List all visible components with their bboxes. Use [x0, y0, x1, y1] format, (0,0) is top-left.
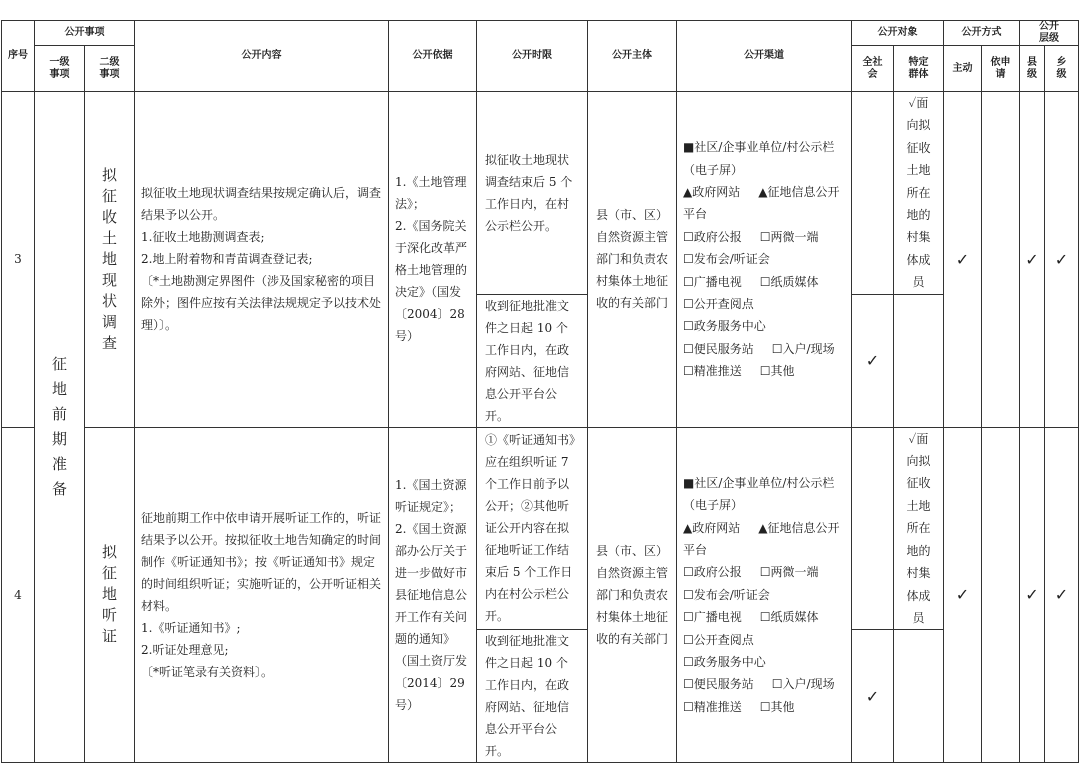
channel-service-station: ☐便民服务站 — [683, 341, 754, 356]
content-line: 拟征收土地现状调查结果按规定确认后，调查结果予以公开。 — [141, 186, 382, 223]
header-content: 公开内容 — [135, 21, 389, 92]
header-mode-group: 公开方式 — [944, 21, 1020, 46]
header-seq: 序号 — [2, 21, 35, 92]
content-line: 2.地上附着物和青苗调查登记表; — [141, 252, 313, 267]
content-line: 1.征收土地勘测调查表; — [141, 230, 265, 245]
channel-wechat: ☐两微一端 — [759, 229, 819, 244]
time-cell-online: 收到征地批准文件之日起 10 个工作日内，在政府网站、征地信息公开平台公开。 — [477, 630, 588, 763]
basis-line: 1.《国土资源听证规定》； — [395, 477, 467, 514]
channel-push: ☐精准推送 — [683, 699, 742, 714]
level2-item: 拟征地听证 — [85, 427, 135, 763]
channel-door: ☐入户/现场 — [771, 677, 835, 692]
apply-empty — [982, 427, 1020, 763]
basis-line: 2.《国务院关于深化改革严格土地管理的决定》（国发〔2004〕28号） — [395, 219, 468, 344]
header-time: 公开时限 — [477, 21, 588, 92]
channel-platform: ▲征地信息公开平台 — [683, 520, 840, 557]
content-line: 〔*土地勘测定界图件（涉及国家秘密的项目除外；图件应按有关法律法规规定予以技术处理）〕。 — [141, 274, 382, 333]
check-active: ✓ — [944, 427, 982, 763]
header-channel: 公开渠道 — [677, 21, 852, 92]
channel-print: ☐纸质媒体 — [759, 610, 819, 625]
channel-wechat: ☐两微一端 — [759, 565, 819, 580]
content-line: 征地前期工作中依申请开展听证工作的，听证结果予以公开。按拟征收土地告知确定的时间制作《听证通知书》；按《听证通知书》规定的时间组织听证；实施听证的，公开听证相关材料。 — [141, 510, 382, 613]
basis-cell — [389, 92, 477, 428]
check-county: ✓ — [1020, 427, 1045, 763]
header-target-group: 公开对象 — [852, 21, 944, 46]
header-items-group: 公开事项 — [35, 21, 135, 46]
check-township: ✓ — [1045, 92, 1079, 428]
channel-gov-site: ▲政府网站 — [683, 184, 741, 199]
content-line: 2.听证处理意见; — [141, 642, 229, 657]
check-all-society: ✓ — [852, 630, 894, 763]
content-cell — [135, 92, 389, 428]
disclosure-table — [1, 20, 1079, 763]
header-subject: 公开主体 — [588, 21, 677, 92]
check-township: ✓ — [1045, 427, 1079, 763]
header-county: 县级 — [1020, 46, 1045, 92]
basis-line: 1.《土地管理法》； — [395, 175, 467, 212]
channel-service-center: ☐政务服务中心 — [683, 319, 766, 334]
time-cell-village: ①《听证通知书》应在组织听证 7 个工作日前予以公开；②其他听证公开内容在拟征地听证工作结束后 5 个工作日内在村公示栏公开。 — [477, 427, 588, 630]
level1-item: 征地前期准备 — [35, 92, 85, 763]
all-society-empty — [852, 427, 894, 630]
header-apply: 依申请 — [982, 46, 1020, 92]
header-level2: 二级事项 — [85, 46, 135, 92]
channel-cell — [677, 427, 852, 763]
channel-other: ☐其他 — [759, 364, 795, 379]
subject-cell: 县（市、区）自然资源主管部门和负责农村集体土地征收的有关部门 — [588, 427, 677, 763]
all-society-empty — [852, 92, 894, 295]
specific-group-cell: ✓面向拟征收土地所在地的村集体成员 — [894, 427, 944, 630]
channel-service-station: ☐便民服务站 — [683, 677, 754, 692]
header-basis: 公开依据 — [389, 21, 477, 92]
channel-tv: ☐广播电视 — [683, 274, 742, 289]
content-line: 〔*听证笔录有关资料〕。 — [141, 664, 274, 679]
channel-bulletin: ■社区/企事业单位/村公示栏（电子屏） — [683, 475, 835, 513]
channel-door: ☐入户/现场 — [771, 341, 835, 356]
header-active: 主动 — [944, 46, 982, 92]
header-all-society: 全社会 — [852, 46, 894, 92]
header-township: 乡级 — [1045, 46, 1079, 92]
table-row — [2, 427, 1079, 630]
apply-empty — [982, 92, 1020, 428]
header-specific: 特定群体 — [894, 46, 944, 92]
check-all-society: ✓ — [852, 294, 894, 427]
channel-bulletin: ■社区/企事业单位/村公示栏（电子屏） — [683, 140, 835, 177]
header-level1: 一级事项 — [35, 46, 85, 92]
channel-gov-site: ▲政府网站 — [683, 520, 741, 535]
channel-platform: ▲征地信息公开平台 — [683, 184, 840, 222]
time-cell-village: 拟征收土地现状调查结束后 5 个工作日内，在村公示栏公开。 — [477, 92, 588, 295]
channel-press: ☐发布会/听证会 — [683, 587, 770, 602]
table-row — [2, 92, 1079, 295]
specific-group-cell: ✓面向拟征收土地所在地的村集体成员 — [894, 92, 944, 295]
subject-cell: 县（市、区）自然资源主管部门和负责农村集体土地征收的有关部门 — [588, 92, 677, 428]
channel-tv: ☐广播电视 — [683, 610, 742, 625]
channel-cell — [677, 92, 852, 428]
channel-gazette: ☐政府公报 — [683, 229, 742, 244]
content-line: 1.《听证通知书》; — [141, 620, 241, 635]
level2-item: 拟征收土地现状调查 — [85, 92, 135, 428]
channel-other: ☐其他 — [759, 699, 795, 714]
row-seq: 3 — [2, 92, 35, 428]
channel-service-center: ☐政务服务中心 — [683, 655, 766, 669]
time-cell-online: 收到征地批准文件之日起 10 个工作日内，在政府网站、征地信息公开平台公开。 — [477, 294, 588, 427]
specific-empty — [894, 294, 944, 427]
check-county: ✓ — [1020, 92, 1045, 428]
header-level-group: 公开层级 — [1020, 21, 1079, 46]
basis-line: 2.《国土资源部办公厅关于进一步做好市县征地信息公开工作有关问题的通知》（国土资厅发〔2014〕29号） — [395, 521, 468, 712]
channel-gazette: ☐政府公报 — [683, 565, 742, 580]
channel-reading-point: ☐公开查阅点 — [683, 632, 754, 647]
row-seq: 4 — [2, 427, 35, 763]
channel-reading-point: ☐公开查阅点 — [683, 296, 754, 311]
channel-press: ☐发布会/听证会 — [683, 252, 770, 267]
check-active: ✓ — [944, 92, 982, 428]
channel-push: ☐精准推送 — [683, 364, 742, 379]
channel-print: ☐纸质媒体 — [759, 274, 819, 289]
content-cell — [135, 427, 389, 763]
basis-cell — [389, 427, 477, 763]
